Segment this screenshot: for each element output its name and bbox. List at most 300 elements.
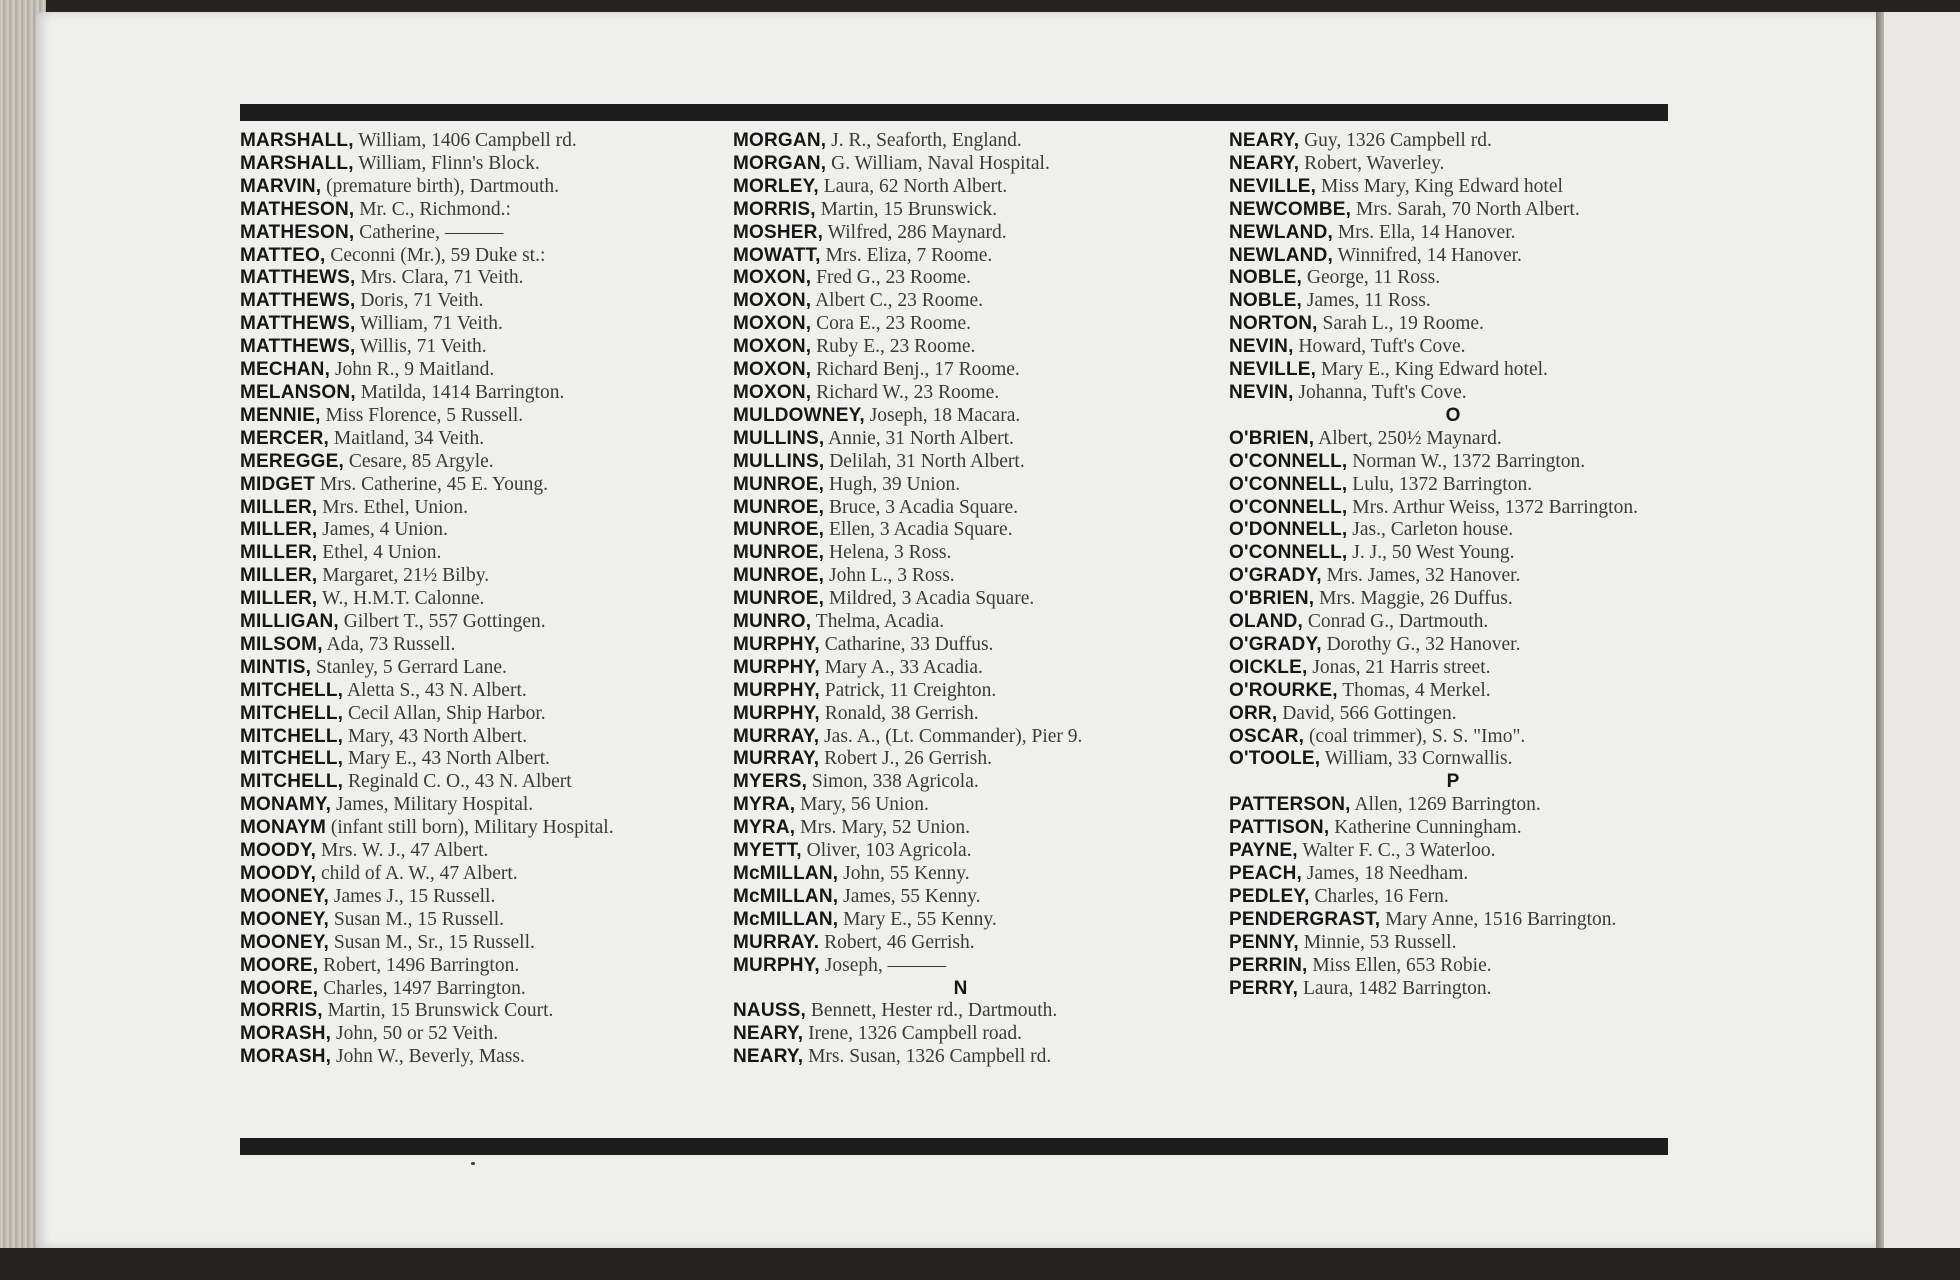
entry-surname: MENNIE, xyxy=(240,404,321,426)
entry-details: child of A. W., 47 Albert. xyxy=(321,863,518,884)
directory-entry xyxy=(240,863,695,886)
directory-entry xyxy=(240,634,695,657)
directory-entry xyxy=(733,886,1188,909)
directory-entry xyxy=(1229,657,1677,680)
entry-details: William, Flinn's Block. xyxy=(358,152,540,174)
directory-entry xyxy=(1229,497,1677,520)
entry-surname: MULDOWNEY, xyxy=(733,404,865,426)
section-letter: P xyxy=(1446,771,1460,793)
entry-surname: MELANSON, xyxy=(240,381,356,403)
directory-entry xyxy=(240,474,695,497)
entry-surname: PENDERGRAST, xyxy=(1229,908,1381,930)
entry-details: Hugh, 39 Union. xyxy=(829,473,961,495)
entry-details: Mrs. Sarah, 70 North Albert. xyxy=(1356,198,1580,220)
directory-entry xyxy=(733,428,1188,451)
entry-surname: O'CONNELL, xyxy=(1229,473,1348,495)
section-letter: N xyxy=(953,977,968,999)
entry-surname: O'CONNELL, xyxy=(1229,542,1348,564)
directory-entry xyxy=(240,748,695,771)
entry-details: William, 71 Veith. xyxy=(359,313,503,335)
entry-surname: MEREGGE, xyxy=(240,450,345,472)
entry-details: J. R., Seaforth, England. xyxy=(831,130,1022,151)
entry-surname: MOONEY, xyxy=(240,885,330,907)
entry-details: Jonas, 21 Harris street. xyxy=(1312,656,1491,678)
entry-details: John, 55 Kenny. xyxy=(843,863,970,884)
entry-details: Robert, 1496 Barrington. xyxy=(323,954,520,976)
entry-details: Mr. C., Richmond.: xyxy=(359,198,511,220)
entry-surname: O'ROURKE, xyxy=(1229,679,1338,701)
directory-entry xyxy=(240,794,695,817)
entry-surname: MURPHY, xyxy=(733,954,820,976)
entry-surname: O'TOOLE, xyxy=(1229,748,1321,770)
entry-details: Thelma, Acadia. xyxy=(815,611,945,633)
entry-surname: MUNROE, xyxy=(733,588,825,610)
entry-surname: MUNROE, xyxy=(733,565,825,587)
directory-entry xyxy=(240,130,695,153)
directory-entry xyxy=(733,1000,1188,1023)
entry-details: Mrs. Ethel, Union. xyxy=(322,496,468,518)
entry-surname: O'GRADY, xyxy=(1229,565,1322,587)
entry-surname: NEARY, xyxy=(1229,152,1300,174)
entry-surname: O'GRADY, xyxy=(1229,633,1322,655)
directory-entry xyxy=(240,955,695,978)
entry-surname: MYRA, xyxy=(733,817,796,839)
entry-details: James, 18 Needham. xyxy=(1306,863,1469,884)
entry-details: Ada, 73 Russell. xyxy=(326,633,456,655)
column-2 xyxy=(733,130,1188,1069)
directory-entry xyxy=(733,542,1188,565)
directory-entry xyxy=(1229,153,1677,176)
entry-details: Laura, 62 North Albert. xyxy=(823,175,1008,197)
entry-details: Delilah, 31 North Albert. xyxy=(829,450,1025,472)
entry-details: Mrs. Maggie, 26 Duffus. xyxy=(1319,588,1513,610)
directory-entry xyxy=(240,932,695,955)
entry-surname: MORASH, xyxy=(240,1023,332,1045)
directory-entry xyxy=(733,748,1188,771)
entry-surname: MOODY, xyxy=(240,840,317,862)
directory-entry xyxy=(1229,978,1677,1001)
directory-entry xyxy=(240,1046,695,1069)
entry-surname: MILLER, xyxy=(240,588,318,610)
entry-surname: MOXON, xyxy=(733,267,812,289)
entry-details: Catherine, ——— xyxy=(359,221,504,243)
entry-details: Simon, 338 Agricola. xyxy=(811,771,979,793)
entry-surname: NEVILLE, xyxy=(1229,359,1317,381)
entry-surname: NOBLE, xyxy=(1229,290,1302,312)
entry-surname: MOONEY, xyxy=(240,931,330,953)
entry-surname: NEWLAND, xyxy=(1229,221,1333,243)
entry-surname: MOXON, xyxy=(733,359,812,381)
directory-entry xyxy=(1229,199,1677,222)
directory-entry xyxy=(240,703,695,726)
directory-entry xyxy=(733,680,1188,703)
entry-details: James, 11 Ross. xyxy=(1306,290,1431,312)
entry-details: Mrs. Catherine, 45 E. Young. xyxy=(319,473,549,495)
bottom-rule xyxy=(240,1138,1668,1155)
entry-surname: ORR, xyxy=(1229,702,1278,724)
entry-details: James, Military Hospital. xyxy=(336,794,534,816)
directory-entry xyxy=(1229,382,1677,405)
directory-entry xyxy=(733,611,1188,634)
entry-surname: MILLER, xyxy=(240,542,318,564)
directory-entry xyxy=(733,382,1188,405)
entry-details: Miss Mary, King Edward hotel xyxy=(1320,175,1563,197)
directory-entry xyxy=(1229,359,1677,382)
entry-details: Annie, 31 North Albert. xyxy=(828,427,1014,449)
directory-entry xyxy=(1229,680,1677,703)
entry-surname: MIDGET xyxy=(240,473,316,495)
entry-details: Albert C., 23 Roome. xyxy=(815,290,983,312)
entry-surname: MUNROE, xyxy=(733,542,825,564)
entry-details: Susan M., Sr., 15 Russell. xyxy=(333,931,535,953)
entry-surname: MORGAN, xyxy=(733,152,827,174)
entry-surname: MUNROE, xyxy=(733,496,825,518)
entry-details: Miss Ellen, 653 Robie. xyxy=(1312,954,1492,976)
entry-surname: MORLEY, xyxy=(733,175,819,197)
directory-entry xyxy=(240,565,695,588)
directory-entry xyxy=(240,153,695,176)
entry-details: Catharine, 33 Duffus. xyxy=(824,633,994,655)
directory-entry xyxy=(240,1000,695,1023)
entry-details: Mary A., 33 Acadia. xyxy=(824,656,983,678)
entry-surname: MECHAN, xyxy=(240,359,331,381)
entry-surname: MONAMY, xyxy=(240,794,332,816)
entry-details: Oliver, 103 Agricola. xyxy=(806,840,972,862)
directory-entry xyxy=(733,359,1188,382)
directory-entry xyxy=(240,222,695,245)
entry-details: John R., 9 Maitland. xyxy=(334,359,495,381)
directory-entry xyxy=(733,1046,1188,1069)
entry-surname: MURRAY. xyxy=(733,931,820,953)
directory-entry xyxy=(1229,886,1677,909)
directory-entry xyxy=(1229,428,1677,451)
entry-details: Guy, 1326 Campbell rd. xyxy=(1304,130,1492,151)
entry-details: Helena, 3 Ross. xyxy=(829,542,952,564)
section-letter: O xyxy=(1445,404,1461,426)
entry-details: Maitland, 34 Veith. xyxy=(333,427,485,449)
directory-entry xyxy=(240,542,695,565)
directory-entry xyxy=(733,474,1188,497)
directory-entry xyxy=(733,130,1188,153)
entry-surname: PERRY, xyxy=(1229,977,1299,999)
directory-entry xyxy=(240,588,695,611)
entry-surname: O'CONNELL, xyxy=(1229,496,1348,518)
entry-surname: MYRA, xyxy=(733,794,796,816)
directory-entry xyxy=(1229,726,1677,749)
entry-details: (coal trimmer), S. S. "Imo". xyxy=(1308,725,1526,747)
entry-details: Gilbert T., 557 Gottingen. xyxy=(343,611,546,633)
ink-speck xyxy=(471,1162,475,1165)
directory-entry xyxy=(240,405,695,428)
entry-surname: MITCHELL, xyxy=(240,725,344,747)
entry-details: Dorothy G., 32 Hanover. xyxy=(1326,633,1521,655)
directory-entry xyxy=(1229,222,1677,245)
entry-surname: MURPHY, xyxy=(733,679,820,701)
entry-details: Mrs. W. J., 47 Albert. xyxy=(321,840,489,862)
entry-details: John L., 3 Ross. xyxy=(829,565,955,587)
entry-surname: PATTISON, xyxy=(1229,817,1330,839)
entry-surname: NEWLAND, xyxy=(1229,244,1333,266)
directory-entry xyxy=(240,382,695,405)
entry-surname: MATTEO, xyxy=(240,244,326,266)
entry-details: Ethel, 4 Union. xyxy=(322,542,442,564)
directory-entry xyxy=(733,771,1188,794)
directory-entry xyxy=(240,771,695,794)
directory-entry xyxy=(1229,451,1677,474)
entry-details: Mrs. Mary, 52 Union. xyxy=(800,817,971,839)
entry-details: Johanna, Tuft's Cove. xyxy=(1298,381,1467,403)
column-3 xyxy=(1229,130,1677,1000)
entry-details: Charles, 1497 Barrington. xyxy=(323,977,526,999)
entry-surname: MARSHALL, xyxy=(240,130,354,151)
entry-details: Martin, 15 Brunswick Court. xyxy=(327,1000,554,1022)
directory-entry xyxy=(1229,588,1677,611)
entry-surname: MOODY, xyxy=(240,863,317,884)
entry-surname: NEARY, xyxy=(1229,130,1300,151)
directory-entry xyxy=(1229,245,1677,268)
entry-surname: MINTIS, xyxy=(240,656,312,678)
entry-details: Joseph, ——— xyxy=(824,954,947,976)
entry-details: Miss Florence, 5 Russell. xyxy=(325,404,524,426)
entry-details: William, 1406 Campbell rd. xyxy=(358,130,577,151)
entry-surname: MURRAY, xyxy=(733,725,820,747)
entry-surname: NEARY, xyxy=(733,1023,804,1045)
directory-entry xyxy=(733,267,1188,290)
directory-entry xyxy=(1229,840,1677,863)
entry-surname: MOXON, xyxy=(733,313,812,335)
entry-surname: MATHESON, xyxy=(240,221,355,243)
entry-details: Mrs. James, 32 Hanover. xyxy=(1326,565,1521,587)
directory-entry xyxy=(733,153,1188,176)
entry-details: Wilfred, 286 Maynard. xyxy=(827,221,1007,243)
entry-surname: OICKLE, xyxy=(1229,656,1308,678)
directory-entry xyxy=(733,909,1188,932)
entry-surname: McMILLAN, xyxy=(733,863,839,884)
entry-surname: MATHESON, xyxy=(240,198,355,220)
directory-entry xyxy=(733,932,1188,955)
entry-details: Laura, 1482 Barrington. xyxy=(1303,977,1492,999)
directory-entry xyxy=(1229,474,1677,497)
entry-surname: MERCER, xyxy=(240,427,330,449)
entry-surname: MILLER, xyxy=(240,565,318,587)
entry-details: Bruce, 3 Acadia Square. xyxy=(829,496,1018,518)
directory-entry xyxy=(733,726,1188,749)
directory-entry xyxy=(240,267,695,290)
entry-details: Norman W., 1372 Barrington. xyxy=(1352,450,1586,472)
entry-details: Mary E., 55 Kenny. xyxy=(843,908,997,930)
entry-surname: NEVIN, xyxy=(1229,381,1294,403)
entry-details: Lulu, 1372 Barrington. xyxy=(1352,473,1533,495)
entry-surname: MOWATT, xyxy=(733,244,821,266)
entry-surname: MUNROE, xyxy=(733,519,825,541)
directory-entry xyxy=(240,428,695,451)
entry-details: Susan M., 15 Russell. xyxy=(333,908,505,930)
directory-entry xyxy=(240,1023,695,1046)
directory-entry xyxy=(733,955,1188,978)
entry-details: Patrick, 11 Creighton. xyxy=(824,679,997,701)
directory-entry xyxy=(1229,703,1677,726)
entry-details: Margaret, 21½ Bilby. xyxy=(322,565,490,587)
entry-surname: NEWCOMBE, xyxy=(1229,198,1352,220)
entry-details: Irene, 1326 Campbell road. xyxy=(808,1023,1022,1045)
entry-details: Richard W., 23 Roome. xyxy=(816,381,1000,403)
entry-surname: MITCHELL, xyxy=(240,679,344,701)
entry-details: Matilda, 1414 Barrington. xyxy=(360,381,565,403)
directory-entry xyxy=(733,290,1188,313)
entry-surname: PAYNE, xyxy=(1229,840,1298,862)
entry-details: George, 11 Ross. xyxy=(1306,267,1441,289)
entry-surname: MURPHY, xyxy=(733,702,820,724)
directory-entry xyxy=(1229,748,1677,771)
directory-entry xyxy=(733,336,1188,359)
entry-details: Charles, 16 Fern. xyxy=(1314,885,1449,907)
entry-surname: MORGAN, xyxy=(733,130,827,151)
directory-entry xyxy=(1229,290,1677,313)
directory-entry xyxy=(1229,565,1677,588)
entry-surname: O'CONNELL, xyxy=(1229,450,1348,472)
entry-surname: McMILLAN, xyxy=(733,885,839,907)
entry-surname: MILLER, xyxy=(240,496,318,518)
directory-entry xyxy=(240,245,695,268)
entry-details: Howard, Tuft's Cove. xyxy=(1298,336,1466,358)
entry-surname: MURRAY, xyxy=(733,748,820,770)
directory-entry xyxy=(1229,130,1677,153)
entry-surname: OSCAR, xyxy=(1229,725,1305,747)
directory-entry xyxy=(1229,863,1677,886)
directory-entry xyxy=(1229,336,1677,359)
directory-entry xyxy=(733,313,1188,336)
entry-details: Martin, 15 Brunswick. xyxy=(820,198,998,220)
entry-details: Reginald C. O., 43 N. Albert xyxy=(348,771,572,793)
entry-surname: NEVIN, xyxy=(1229,336,1294,358)
directory-entry xyxy=(240,657,695,680)
entry-details: John, 50 or 52 Veith. xyxy=(336,1023,499,1045)
directory-entry xyxy=(733,840,1188,863)
directory-entry xyxy=(1229,794,1677,817)
directory-entry xyxy=(733,176,1188,199)
entry-details: Richard Benj., 17 Roome. xyxy=(816,359,1020,381)
entry-details: Mary E., King Edward hotel. xyxy=(1320,359,1548,381)
entry-details: Mrs. Susan, 1326 Campbell rd. xyxy=(808,1046,1052,1068)
directory-entry xyxy=(240,451,695,474)
directory-entry xyxy=(240,840,695,863)
entry-surname: MUNROE, xyxy=(733,473,825,495)
entry-surname: PEDLEY, xyxy=(1229,885,1310,907)
entry-details: Fred G., 23 Roome. xyxy=(816,267,972,289)
directory-entry xyxy=(733,405,1188,428)
entry-details: Mary, 56 Union. xyxy=(800,794,929,816)
entry-surname: MILLER, xyxy=(240,519,318,541)
directory-entry xyxy=(733,588,1188,611)
entry-surname: NORTON, xyxy=(1229,313,1318,335)
directory-entry xyxy=(733,245,1188,268)
directory-entry xyxy=(733,497,1188,520)
directory-entry xyxy=(1229,909,1677,932)
entry-surname: NEARY, xyxy=(733,1046,804,1068)
entry-details: Robert, 46 Gerrish. xyxy=(824,931,975,953)
directory-entry xyxy=(240,199,695,222)
entry-surname: MARVIN, xyxy=(240,175,322,197)
entry-details: Albert, 250½ Maynard. xyxy=(1318,427,1502,449)
entry-surname: MURPHY, xyxy=(733,633,820,655)
entry-details: Ellen, 3 Acadia Square. xyxy=(829,519,1013,541)
directory-entry xyxy=(240,726,695,749)
directory-entry xyxy=(733,1023,1188,1046)
directory-entry xyxy=(733,565,1188,588)
entry-surname: MATTHEWS, xyxy=(240,267,356,289)
entry-surname: MORRIS, xyxy=(733,198,816,220)
entry-details: Doris, 71 Veith. xyxy=(360,290,484,312)
entry-surname: MOONEY, xyxy=(240,908,330,930)
entry-surname: OLAND, xyxy=(1229,611,1304,633)
entry-details: Winnifred, 14 Hanover. xyxy=(1337,244,1522,266)
entry-details: James, 4 Union. xyxy=(322,519,448,541)
directory-entry xyxy=(733,817,1188,840)
entry-details: Mrs. Clara, 71 Veith. xyxy=(360,267,524,289)
entry-details: Mary Anne, 1516 Barrington. xyxy=(1385,908,1617,930)
entry-details: (infant still born), Military Hospital. xyxy=(330,817,614,839)
entry-details: Allen, 1269 Barrington. xyxy=(1354,794,1541,816)
directory-entry xyxy=(240,886,695,909)
directory-entry xyxy=(1229,611,1677,634)
entry-details: James, 55 Kenny. xyxy=(843,885,981,907)
directory-entry xyxy=(733,863,1188,886)
entry-surname: MYETT, xyxy=(733,840,802,862)
entry-details: Mrs. Arthur Weiss, 1372 Barrington. xyxy=(1352,496,1638,518)
entry-surname: MOXON, xyxy=(733,381,812,403)
facing-page-edge xyxy=(1876,12,1960,1248)
entry-details: Minnie, 53 Russell. xyxy=(1303,931,1457,953)
directory-entry xyxy=(733,519,1188,542)
directory-entry xyxy=(1229,932,1677,955)
entry-details: Thomas, 4 Merkel. xyxy=(1342,679,1491,701)
entry-surname: PEACH, xyxy=(1229,863,1302,884)
entry-surname: PATTERSON, xyxy=(1229,794,1351,816)
entry-details: Robert, Waverley. xyxy=(1304,152,1445,174)
entry-surname: MORASH, xyxy=(240,1046,332,1068)
entry-details: Conrad G., Dartmouth. xyxy=(1307,611,1489,633)
directory-entry xyxy=(1229,955,1677,978)
entry-details: Willis, 71 Veith. xyxy=(359,336,487,358)
entry-surname: MATTHEWS, xyxy=(240,290,356,312)
entry-details: Mrs. Ella, 14 Hanover. xyxy=(1337,221,1516,243)
entry-surname: MYERS, xyxy=(733,771,808,793)
entry-details: William, 33 Cornwallis. xyxy=(1324,748,1513,770)
entry-surname: MILSOM, xyxy=(240,633,323,655)
entry-details: John W., Beverly, Mass. xyxy=(336,1046,525,1068)
entry-details: Jas. A., (Lt. Commander), Pier 9. xyxy=(824,725,1083,747)
entry-surname: MOXON, xyxy=(733,290,812,312)
directory-entry xyxy=(240,497,695,520)
directory-entry xyxy=(733,657,1188,680)
entry-details: Jas., Carleton house. xyxy=(1352,519,1514,541)
entry-details: Bennett, Hester rd., Dartmouth. xyxy=(810,1000,1058,1022)
entry-details: Mary E., 43 North Albert. xyxy=(348,748,551,770)
directory-entry xyxy=(240,313,695,336)
top-rule xyxy=(240,104,1668,121)
directory-entry xyxy=(733,199,1188,222)
directory-entry xyxy=(733,703,1188,726)
entry-surname: MITCHELL, xyxy=(240,702,344,724)
directory-entry xyxy=(240,611,695,634)
entry-details: Cecil Allan, Ship Harbor. xyxy=(348,702,546,724)
entry-details: G. William, Naval Hospital. xyxy=(831,152,1050,174)
directory-entry xyxy=(733,451,1188,474)
directory-entry xyxy=(1229,817,1677,840)
directory-entry xyxy=(240,359,695,382)
entry-surname: MULLINS, xyxy=(733,427,825,449)
entry-surname: McMILLAN, xyxy=(733,908,839,930)
